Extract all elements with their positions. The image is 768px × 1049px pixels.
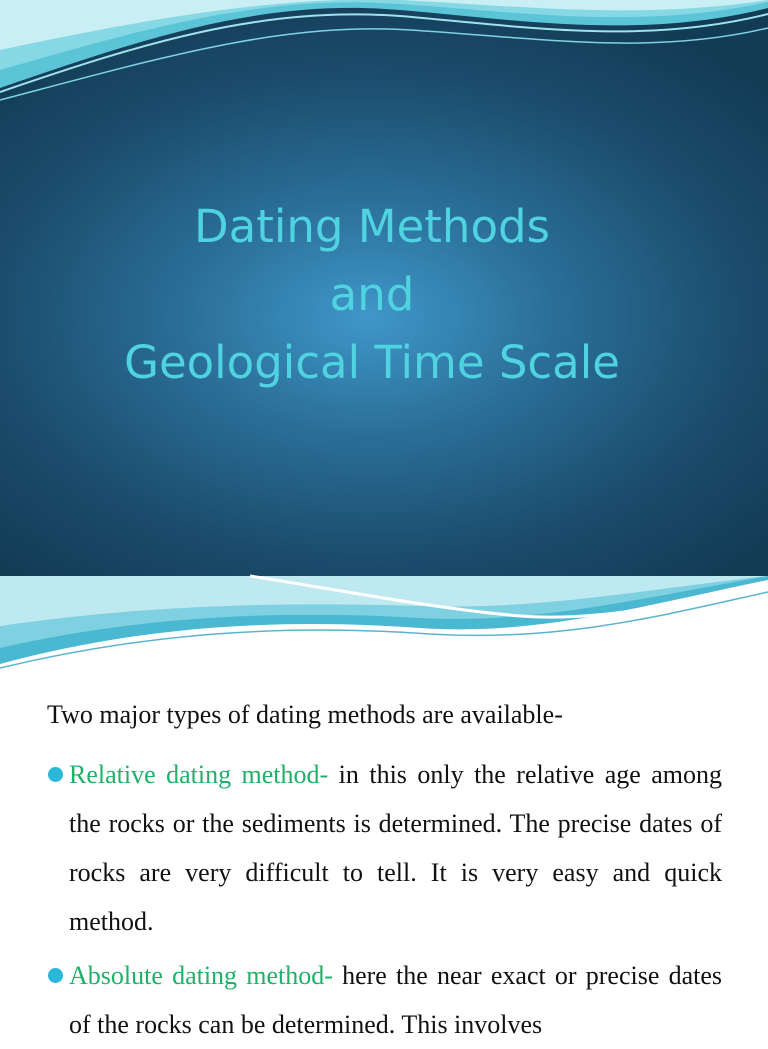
- wave-decoration-content: [0, 576, 768, 676]
- bullet-body: [69, 951, 722, 1049]
- title-line-1: Dating Methods: [194, 200, 550, 253]
- slide-title: [0, 193, 744, 397]
- bullet-dot-icon: [48, 767, 63, 782]
- content-slide: [0, 576, 768, 1039]
- bullet-text: here the near exact or precise dates of the rocks can be determined. This involves: [69, 961, 722, 1039]
- bullet-body: [69, 750, 722, 946]
- bullet-term: Relative dating method-: [69, 760, 329, 789]
- title-line-2: and: [329, 268, 415, 321]
- wave-decoration-top: [0, 0, 768, 110]
- bullet-absolute-dating: [48, 951, 722, 1049]
- bullet-dot-icon: [48, 968, 63, 983]
- title-line-3: Geological Time Scale: [124, 336, 620, 389]
- intro-text: Two major types of dating methods are available-: [47, 700, 563, 729]
- bullet-text: in this only the relative age among the rocks or the sediments is determined. The precise dates of rocks are very difficult to tell. It is very easy and quick method.: [69, 760, 723, 936]
- bullet-term: Absolute dating method-: [69, 961, 333, 990]
- bullet-relative-dating: [48, 750, 722, 946]
